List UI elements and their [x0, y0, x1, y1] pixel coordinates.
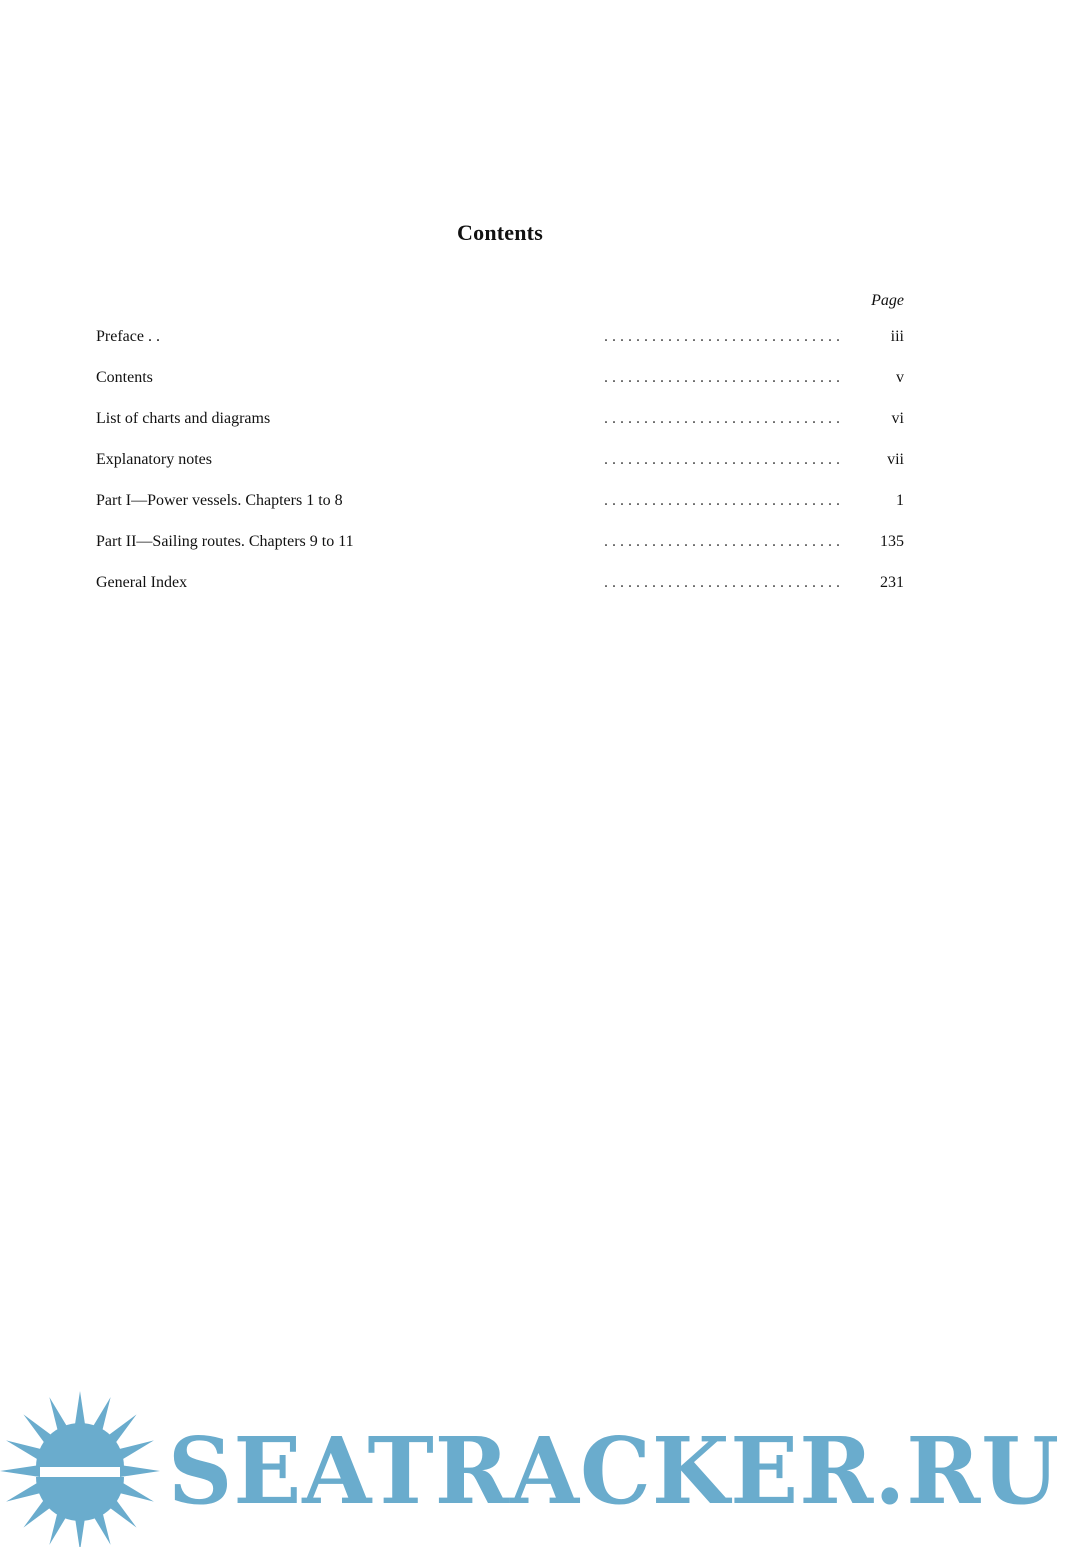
toc-entry-explanatory-notes[interactable]	[96, 451, 904, 492]
page-title: Contents	[457, 220, 543, 245]
toc-leader-dots: . . . . . . . . . . . . . . . . . . . . . . . . . . . . . .	[604, 533, 840, 550]
toc-leader-dots: . . . . . . . . . . . . . . . . . . . . . . . . . . . . . .	[604, 410, 840, 427]
watermark	[0, 1385, 1080, 1547]
toc-entry-label: General Index	[96, 574, 188, 591]
toc-leader-dots: . . . . . . . . . . . . . . . . . . . . . . . . . . . . . .	[604, 492, 840, 509]
toc-entry-label: Explanatory notes	[96, 451, 212, 468]
toc-leader-dots: . . . . . . . . . . . . . . . . . . . . . . . . . . . . . .	[604, 451, 840, 468]
sun-icon	[0, 1391, 160, 1547]
toc-entry-general-index[interactable]	[96, 574, 904, 615]
toc-entry-page: 135	[880, 533, 904, 550]
page-column-header: Page	[871, 292, 904, 309]
toc-entry-charts-diagrams[interactable]	[96, 410, 904, 451]
toc-leader-dots: . . . . . . . . . . . . . . . . . . . . . . . . . . . . . .	[604, 369, 840, 386]
toc-entry-label: Preface . .	[96, 328, 160, 345]
toc-entry-contents[interactable]	[96, 369, 904, 410]
toc-leader-dots: . . . . . . . . . . . . . . . . . . . . . . . . . . . . . .	[604, 328, 840, 345]
toc-entry-page: vi	[891, 410, 904, 427]
toc-entry-page: 1	[896, 492, 904, 509]
toc-entry-label: Part I—Power vessels. Chapters 1 to 8	[96, 492, 343, 509]
toc-entry-part-two[interactable]	[96, 533, 904, 574]
toc-entry-page: vii	[887, 451, 904, 468]
toc-entry-label: Part II—Sailing routes. Chapters 9 to 11	[96, 533, 354, 550]
toc-entry-label: Contents	[96, 369, 153, 386]
toc-entry-part-one[interactable]	[96, 492, 904, 533]
toc-entry-label: List of charts and diagrams	[96, 410, 271, 427]
toc-leader-dots: . . . . . . . . . . . . . . . . . . . . . . . . . . . . . .	[604, 574, 840, 591]
toc-entry-page: iii	[890, 328, 904, 345]
toc-entry-page: 231	[880, 574, 904, 591]
table-of-contents	[96, 328, 904, 615]
toc-entry-page: v	[896, 369, 904, 386]
toc-entry-preface[interactable]	[96, 328, 904, 369]
watermark-text: SEATRACKER.RU	[168, 1417, 1060, 1525]
